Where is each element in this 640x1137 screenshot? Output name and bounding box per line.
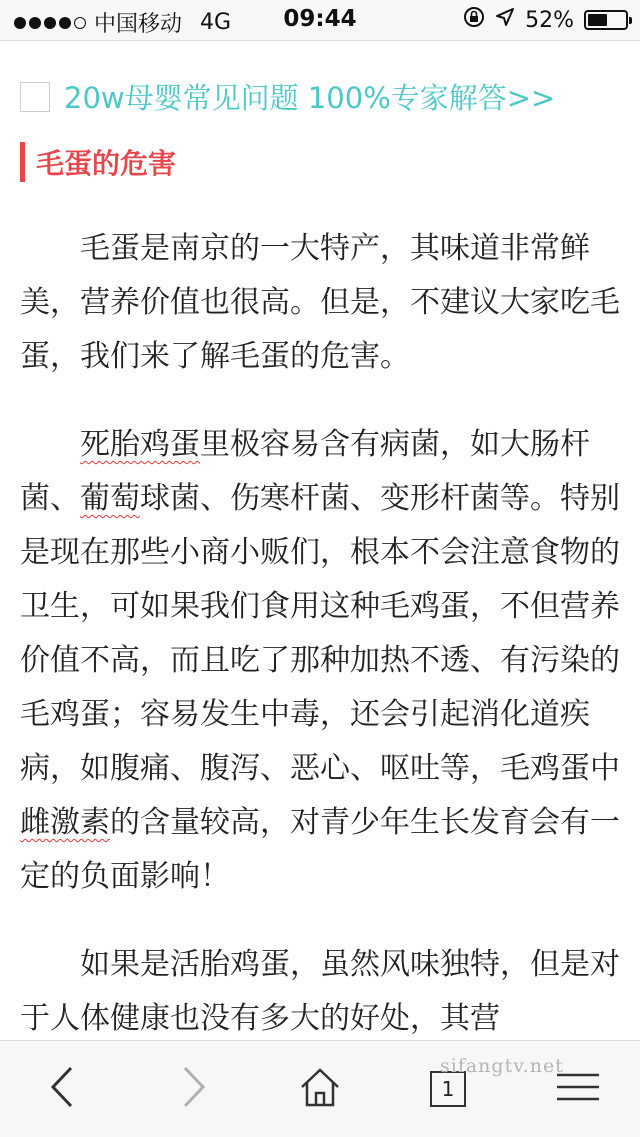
back-button[interactable] — [34, 1061, 90, 1117]
article-paragraph-1: 毛蛋是南京的一大特产，其味道非常鲜美，营养价值也很高。但是，不建议大家吃毛蛋，我们来了解毛蛋的危害。 — [20, 231, 620, 374]
banner-image-placeholder — [20, 82, 50, 112]
status-right — [463, 6, 628, 34]
paragraph-text: 里极容易含有病菌，如大肠杆菌、 — [20, 427, 590, 516]
tab-count-badge: 1 — [430, 1071, 466, 1107]
promo-link[interactable]: 20w母婴常见问题 100%专家解答>> — [64, 81, 556, 115]
heading-accent-bar — [20, 142, 25, 182]
battery-icon — [584, 10, 628, 30]
status-time: 09:44 — [283, 6, 357, 32]
article-paragraph-3: 如果是活胎鸡蛋，虽然风味独特，但是对于人体健康也没有多大的好处，其营 — [20, 947, 620, 1036]
home-icon — [298, 1065, 342, 1113]
article-paragraph-2 — [20, 418, 620, 904]
network-type: 4G — [200, 10, 232, 35]
location-arrow-icon — [495, 7, 515, 33]
section-heading — [20, 142, 176, 182]
paragraph-text: 的含量较高，对青少年生长发育会有一定的负面影响！ — [20, 805, 620, 894]
article-body — [20, 222, 620, 1080]
paragraph-text: 球菌、伤寒杆菌、变形杆菌等。特别是现在那些小商小贩们，根本不会注意食物的卫生，可如果我们食用这种毛鸡蛋，不但营养价值不高，而且吃了那种加热不透、有污染的毛鸡蛋；容易发生中毒，还会引起消化道疾病，如腹痛、腹泻、恶心、呕吐等，毛鸡蛋中 — [20, 481, 620, 786]
status-bar — [0, 0, 640, 41]
spellcheck-word: 雌激素 — [20, 805, 110, 840]
chevron-right-icon — [179, 1065, 209, 1113]
watermark: sifangtv.net — [440, 1055, 564, 1077]
section-title: 毛蛋的危害 — [36, 147, 177, 180]
spellcheck-word: 葡萄 — [80, 481, 140, 516]
spellcheck-word: 死胎鸡蛋 — [80, 427, 200, 462]
battery-percent: 52% — [525, 7, 574, 33]
home-button[interactable] — [292, 1061, 348, 1117]
rotation-lock-icon — [463, 6, 485, 34]
chevron-left-icon — [47, 1065, 77, 1113]
promo-banner[interactable] — [20, 76, 555, 117]
carrier-name: 中国移动 — [94, 12, 183, 37]
forward-button[interactable] — [166, 1061, 222, 1117]
